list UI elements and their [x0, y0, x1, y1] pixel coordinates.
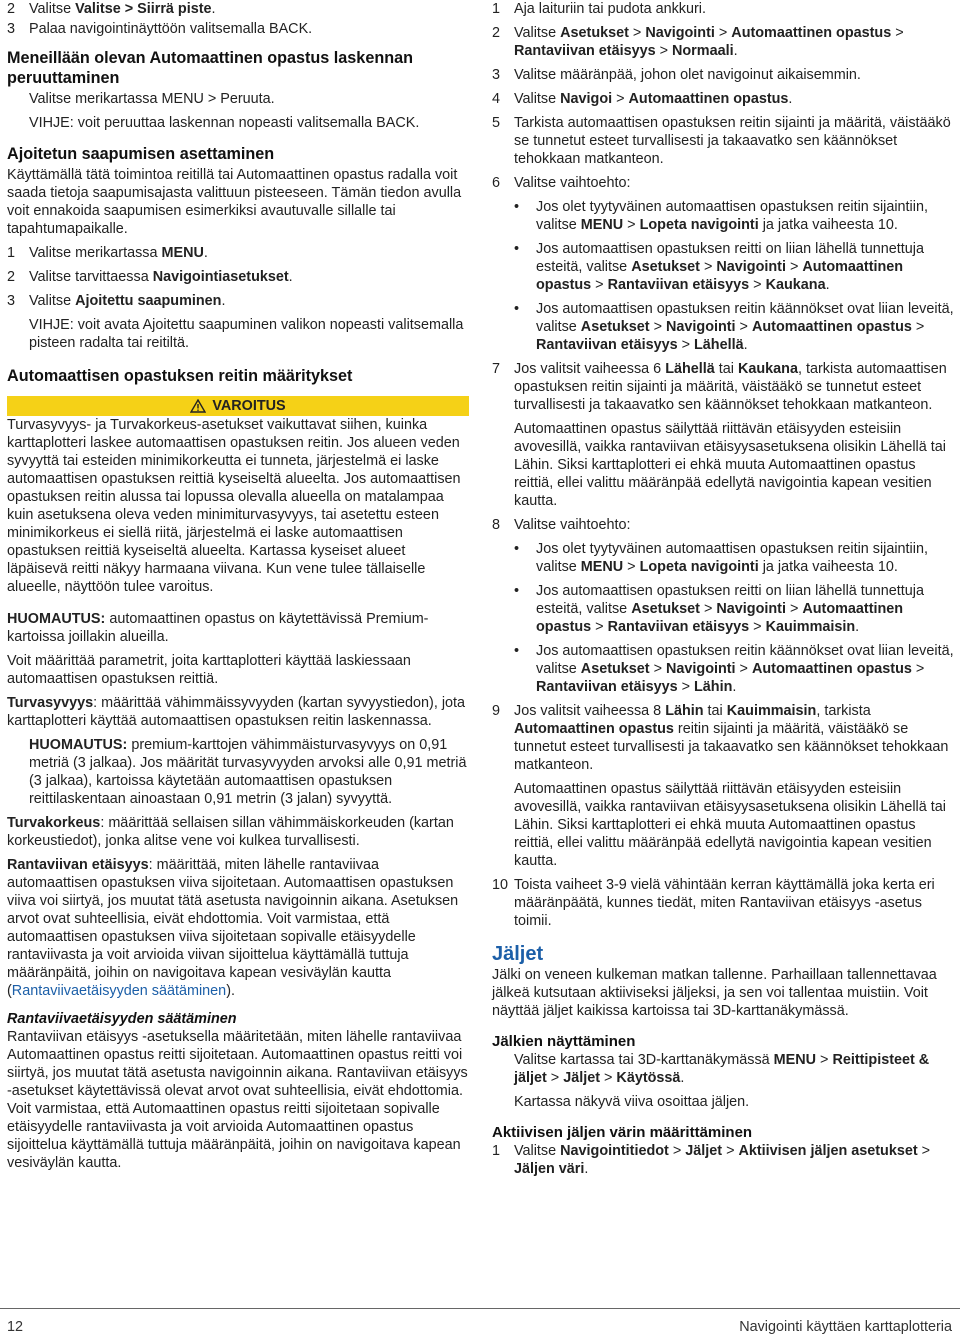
page-number: 12 — [7, 1319, 24, 1335]
step: 9 Jos valitsit vaiheessa 8 Lähin tai Kauimmaisin, tarkista Automaattinen opastus reitin sijainti ja määritä, väistääkö se tunnetut esteet turvallisesti ja takaavatko sen käännökset tehokkaan matkanteon. — [492, 703, 949, 773]
step-number: 2 — [492, 25, 501, 41]
paragraph: Käyttämällä tätä toimintoa reitillä tai Automaattinen opastus radalla voit saada tietoja saapumisajasta valittuun pisteeseen. Tämän tiedon avulla voit ennakoida saapumisen esimerkiksi avautuvalle sillalle tai tapahtumapaikalle. — [7, 167, 462, 237]
step: 2 Valitse Asetukset > Navigointi > Automaattinen opastus > Rantaviivan etäisyys > Normaali. — [492, 25, 904, 59]
step-number: 10 — [492, 877, 509, 893]
step: 1 Valitse merikartassa MENU. — [7, 245, 208, 261]
warning-banner — [7, 396, 469, 416]
paragraph: Rantaviivan etäisyys -asetuksella määritetään, miten lähelle rantaviivaa Automaattinen opastus reitti sijoitetaan. Automaattinen opastus reitti voi siirtyä, jos muutat tätä asetusta navigoinnin aikana. Rantaviivan etäisyys -asetukset käytettävissä olevat arvot ovat suhteellisia, eivät ehdottomia. Voit varmistaa, että Automaattinen opastus reitti sijoitetaan sopivalle etäisyydelle rantaviivasta ja voit arvioida Automaattinen opastus sijoittelua käyttämällä tuttuja määränpäitä, joihin on navigoitava kapean vesiväylän kautta. — [7, 1029, 468, 1171]
bullet-item: • Jos olet tyytyväinen automaattisen opastuksen reitin sijaintiin, valitse MENU > Lopeta navigointi ja jatka vaiheesta 10. — [514, 199, 928, 233]
tip: VIHJE: voit avata Ajoitettu saapuminen valikon nopeasti valitsemalla pisteen radalta tai reitiltä. — [29, 317, 464, 351]
instruction: Valitse kartassa tai 3D-karttanäkymässä MENU > Reittipisteet & jäljet > Jäljet > Käytössä. — [514, 1052, 930, 1086]
warning-icon — [190, 399, 206, 413]
step: 4 Valitse Navigoi > Automaattinen opastus. — [492, 91, 793, 107]
step: 3 Valitse Ajoitettu saapuminen. — [7, 293, 226, 309]
definition: Turvakorkeus: määrittää sellaisen sillan vähimmäiskorkeuden (kartan korkeustiedot), jonka alitse vene voi kulkea turvallisesti. — [7, 815, 454, 849]
bullet-item: • Jos automaattisen opastuksen reitti on liian lähellä tunnettuja esteitä, valitse Asetukset > Navigointi > Automaattinen opastus > Rantaviivan etäisyys > Kaukana. — [514, 241, 924, 293]
paragraph: Automaattinen opastus säilyttää riittävän etäisyyden esteisiin avovesillä, vaikka rantaviivan etäisyysasetuksena olisikin Lähellä tai Lähin. Siksi karttaplotteri ei ehkä muuta Automaattinen opastus reittiä, ellei valittu määränpää edellytä navigointia kapean vesitien kautta. — [514, 781, 946, 869]
subsection-heading: Jälkien näyttäminen — [492, 1033, 636, 1050]
step-number: 5 — [492, 115, 501, 131]
definition: Rantaviivan etäisyys: määrittää, miten lähelle rantaviivaa automaattisen opastuksen viiva sijoitetaan. Automaattisen opastuksen viiva voi siirtyä, jos muutat tätä asetusta navigoinnin aikana. Asetuksen arvot ovat suhteellisia, eivät ehdottomia. Voit varmistaa, että automaattisen opastuksen viiva sijoitetaan sopivalle etäisyydelle rantaviivasta ja voit arvioida viivan sijoittelua käyttämällä tuttuja määränpäitä, joihin on navigoitava kapean vesiväylän kautta (Rantaviivaetäisyyden säätäminen). — [7, 857, 459, 999]
tip: VIHJE: voit peruuttaa laskennan nopeasti valitsemalla BACK. — [29, 115, 420, 131]
bullet-item: • Jos automaattisen opastuksen reitin käännökset ovat liian leveitä, valitse Asetukset > Navigointi > Automaattinen opastus > Rantaviivan etäisyys > Lähin. — [514, 643, 954, 695]
step: 10 Toista vaiheet 3-9 vielä vähintään kerran käyttämällä joka kerta eri määränpäätä, kunnes tiedät, miten Rantaviivan etäisyys -asetus toimii. — [492, 877, 935, 929]
notice: HUOMAUTUS: automaattinen opastus on käytettävissä Premium-kartoissa joillakin alueilla. — [7, 611, 429, 645]
definition: Turvasyvyys: määrittää vähimmäissyvyyden (kartan syvyystiedon), jota karttaplotteri käyttää automaattisen opastuksen reitin laskennassa. — [7, 695, 466, 729]
shore-distance-link[interactable]: Rantaviivaetäisyyden säätäminen — [11, 983, 227, 999]
bullet-item: • Jos olet tyytyväinen automaattisen opastuksen reitin sijaintiin, valitse MENU > Lopeta navigointi ja jatka vaiheesta 10. — [514, 541, 928, 575]
section-heading: Meneillään olevan Automaattinen opastus laskennan peruuttaminen — [7, 49, 413, 87]
section-heading: Automaattisen opastuksen reitin määritykset — [7, 367, 353, 385]
step-number: 3 — [7, 21, 16, 37]
paragraph: Automaattinen opastus säilyttää riittävän etäisyyden esteisiin avovesillä, vaikka rantaviivan etäisyysasetuksena olisikin Lähellä tai Lähin. Siksi karttaplotteri ei ehkä muuta Automaattinen opastus reittiä, ellei valittu määränpää edellytä navigointia kapean vesitien kautta. — [514, 421, 946, 509]
step: 8 Valitse vaihtoehto: — [492, 517, 631, 533]
bullet-item: • Jos automaattisen opastuksen reitin käännökset ovat liian leveitä, valitse Asetukset > Navigointi > Automaattinen opastus > Rantaviivan etäisyys > Lähellä. — [514, 301, 954, 353]
step-number: 2 — [7, 269, 16, 285]
warning-label: VAROITUS — [212, 398, 286, 414]
step: 1 Aja laituriin tai pudota ankkuri. — [492, 1, 706, 17]
step: 3 Palaa navigointinäyttöön valitsemalla BACK. — [7, 21, 313, 37]
step-number: 6 — [492, 175, 501, 191]
step: 6 Valitse vaihtoehto: — [492, 175, 631, 191]
step: 1 Valitse Navigointitiedot > Jäljet > Aktiivisen jäljen asetukset > Jäljen väri. — [492, 1143, 931, 1177]
paragraph: Jälki on veneen kulkeman matkan tallenne. Parhaillaan tallennettavaa jälkeä kutsutaan aktiiviseksi jäljeksi, ja sen voi tallentaa muistiin. Voit näyttää jäljet kaikissa kartoissa tai 3D-karttanäkymässä. — [492, 967, 937, 1019]
section-heading: Ajoitetun saapumisen asettaminen — [7, 145, 275, 163]
step: 3 Valitse määränpää, johon olet navigoinut aikaisemmin. — [492, 67, 861, 83]
section-heading: Jäljet — [492, 943, 544, 965]
warning-text: Turvasyvyys- ja Turvakorkeus-asetukset vaikuttavat siihen, kuinka karttaplotteri laskee automaattisen opastuksen reitin. Jos alueen veden syvyyttä tai esteiden minimikorkeutta ei tunneta, järjestelmä ei laske automaattisen opastuksen reittiä kyseiseltä alueelta. Jos automaattisen opastuksen reitin alussa tai lopussa olevalla alueella on matalampaa kuin asetuksena oleva veden minimiturvasyvyys, tai asetettu esteen minimikorkeus ei siellä riitä, järjestelmä ei laske automaattisen opastuksen reittiä kyseiseltä alueelta. Kartassa kyseiset alueet läpäisevä reitti näkyy harmaana viivana. Kun vene tulee tällaiselle alueelle, näyttöön tulee varoitus. — [7, 417, 461, 595]
subsection-heading: Aktiivisen jäljen värin määrittäminen — [492, 1124, 753, 1141]
bullet-item: • Jos automaattisen opastuksen reitti on liian lähellä tunnettuja esteitä, valitse Asetukset > Navigointi > Automaattinen opastus > Rantaviivan etäisyys > Kauimmaisin. — [514, 583, 924, 635]
paragraph: Voit määrittää parametrit, joita karttaplotteri käyttää laskiessaan automaattisen opastuksen reittiä. — [7, 653, 411, 687]
subsection-heading: Rantaviivaetäisyyden säätäminen — [7, 1011, 237, 1027]
step-number: 2 — [7, 1, 16, 17]
step-number: 3 — [492, 67, 501, 83]
step: 5 Tarkista automaattisen opastuksen reitin sijainti ja määritä, väistääkö se tunnetut esteet turvallisesti ja takaavatko sen käännökset tehokkaan matkanteon. — [492, 115, 951, 167]
step-number: 1 — [7, 245, 16, 261]
definition-note: HUOMAUTUS: premium-karttojen vähimmäisturvasyvyys on 0,91 metriä (3 jalkaa). Jos määrität turvasyvyyden arvoksi alle 0,91 metriä (3 jalkaa), kartoissa käytetään automaattisen opastuksen reittilaskentaan ainoastaan 0,91 metrin (3 jalan) syvyyttä. — [29, 737, 467, 807]
right-column — [492, 0, 954, 1184]
step-number: 9 — [492, 703, 501, 719]
footer-section-title: Navigointi käyttäen karttaplotteria — [739, 1319, 952, 1335]
footer-rule — [0, 1308, 960, 1309]
step: 2 Valitse Valitse > Siirrä piste. — [7, 1, 216, 17]
note: Kartassa näkyvä viiva osoittaa jäljen. — [514, 1094, 750, 1110]
instruction: Valitse merikartassa MENU > Peruuta. — [29, 91, 275, 107]
step-number: 7 — [492, 361, 501, 377]
step-number: 1 — [492, 1143, 501, 1159]
step: 7 Jos valitsit vaiheessa 6 Lähellä tai Kaukana, tarkista automaattisen opastuksen reitin sijainti ja määritä, väistääkö se tunnetut esteet turvallisesti ja takaavatko sen käännökset tehokkaan matkanteon. — [492, 361, 947, 413]
step-number: 1 — [492, 1, 501, 17]
step-number: 4 — [492, 91, 501, 107]
step-number: 8 — [492, 517, 501, 533]
left-column — [7, 0, 469, 1172]
step: 2 Valitse tarvittaessa Navigointiasetukset. — [7, 269, 293, 285]
step-number: 3 — [7, 293, 16, 309]
